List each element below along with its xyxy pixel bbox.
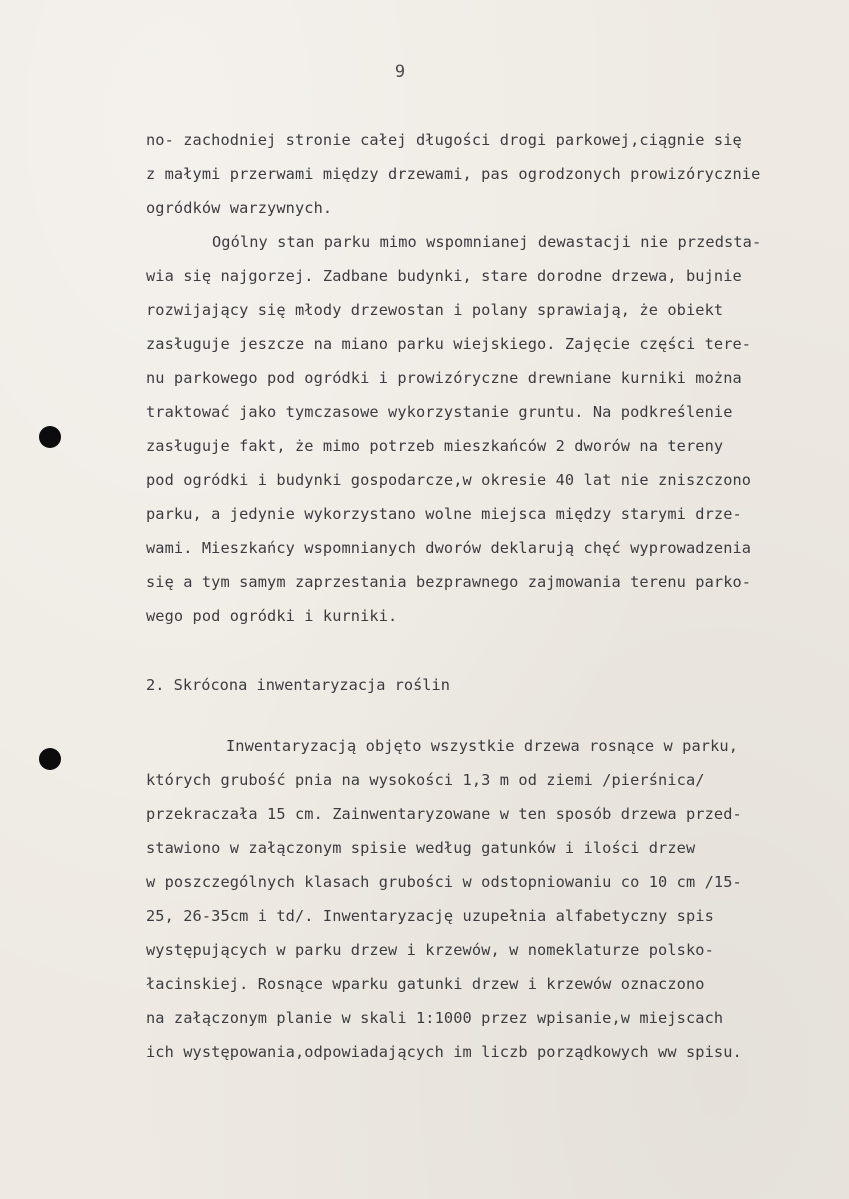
text-line: stawiono w załączonym spisie według gatunków i ilości drzew: [146, 839, 696, 857]
text-line: parku, a jedynie wykorzystano wolne miejsca między starymi drze-: [146, 505, 742, 523]
text-line: Inwentaryzacją objęto wszystkie drzewa rosnące w parku,: [226, 737, 739, 755]
text-line: łacinskiej. Rosnące wparku gatunki drzew i krzewów oznaczono: [146, 975, 705, 993]
text-line: zasługuje fakt, że mimo potrzeb mieszkańców 2 dworów na tereny: [146, 437, 724, 455]
text-line: z małymi przerwami między drzewami, pas ogrodzonych prowizórycznie: [146, 165, 761, 183]
punch-hole-bottom: [39, 748, 61, 770]
text-line: ich występowania,odpowiadających im liczb porządkowych ww spisu.: [146, 1043, 742, 1061]
text-line: wego pod ogródki i kurniki.: [146, 607, 398, 625]
text-line: na załączonym planie w skali 1:1000 przez wpisanie,w miejscach: [146, 1009, 724, 1027]
text-line: nu parkowego pod ogródki i prowizóryczne drewniane kurniki można: [146, 369, 742, 387]
text-line: się a tym samym zaprzestania bezprawnego zajmowania terenu parko-: [146, 573, 752, 591]
text-line: rozwijający się młody drzewostan i polany sprawiają, że obiekt: [146, 301, 724, 319]
text-line: wia się najgorzej. Zadbane budynki, stare dorodne drzewa, bujnie: [146, 267, 742, 285]
text-line: w poszczególnych klasach grubości w odstopniowaniu co 10 cm /15-: [146, 873, 742, 891]
text-line: zasługuje jeszcze na miano parku wiejskiego. Zajęcie części tere-: [146, 335, 752, 353]
punch-hole-top: [39, 426, 61, 448]
text-line: Ogólny stan parku mimo wspomnianej dewastacji nie przedsta-: [212, 233, 762, 251]
section-heading: 2. Skrócona inwentaryzacja roślin: [146, 676, 450, 694]
text-line: których grubość pnia na wysokości 1,3 m od ziemi /pierśnica/: [146, 771, 705, 789]
text-line: wami. Mieszkańcy wspomnianych dworów deklarują chęć wyprowadzenia: [146, 539, 752, 557]
text-line: no- zachodniej stronie całej długości drogi parkowej,ciągnie się: [146, 131, 742, 149]
text-line: 25, 26-35cm i td/. Inwentaryzację uzupełnia alfabetyczny spis: [146, 907, 714, 925]
text-line: występujących w parku drzew i krzewów, w nomeklaturze polsko-: [146, 941, 714, 959]
text-line: przekraczała 15 cm. Zainwentaryzowane w ten sposób drzewa przed-: [146, 805, 742, 823]
text-line: traktować jako tymczasowe wykorzystanie gruntu. Na podkreślenie: [146, 403, 733, 421]
page-number: 9: [394, 62, 406, 82]
text-line: ogródków warzywnych.: [146, 199, 333, 217]
text-line: pod ogródki i budynki gospodarcze,w okresie 40 lat nie zniszczono: [146, 471, 752, 489]
